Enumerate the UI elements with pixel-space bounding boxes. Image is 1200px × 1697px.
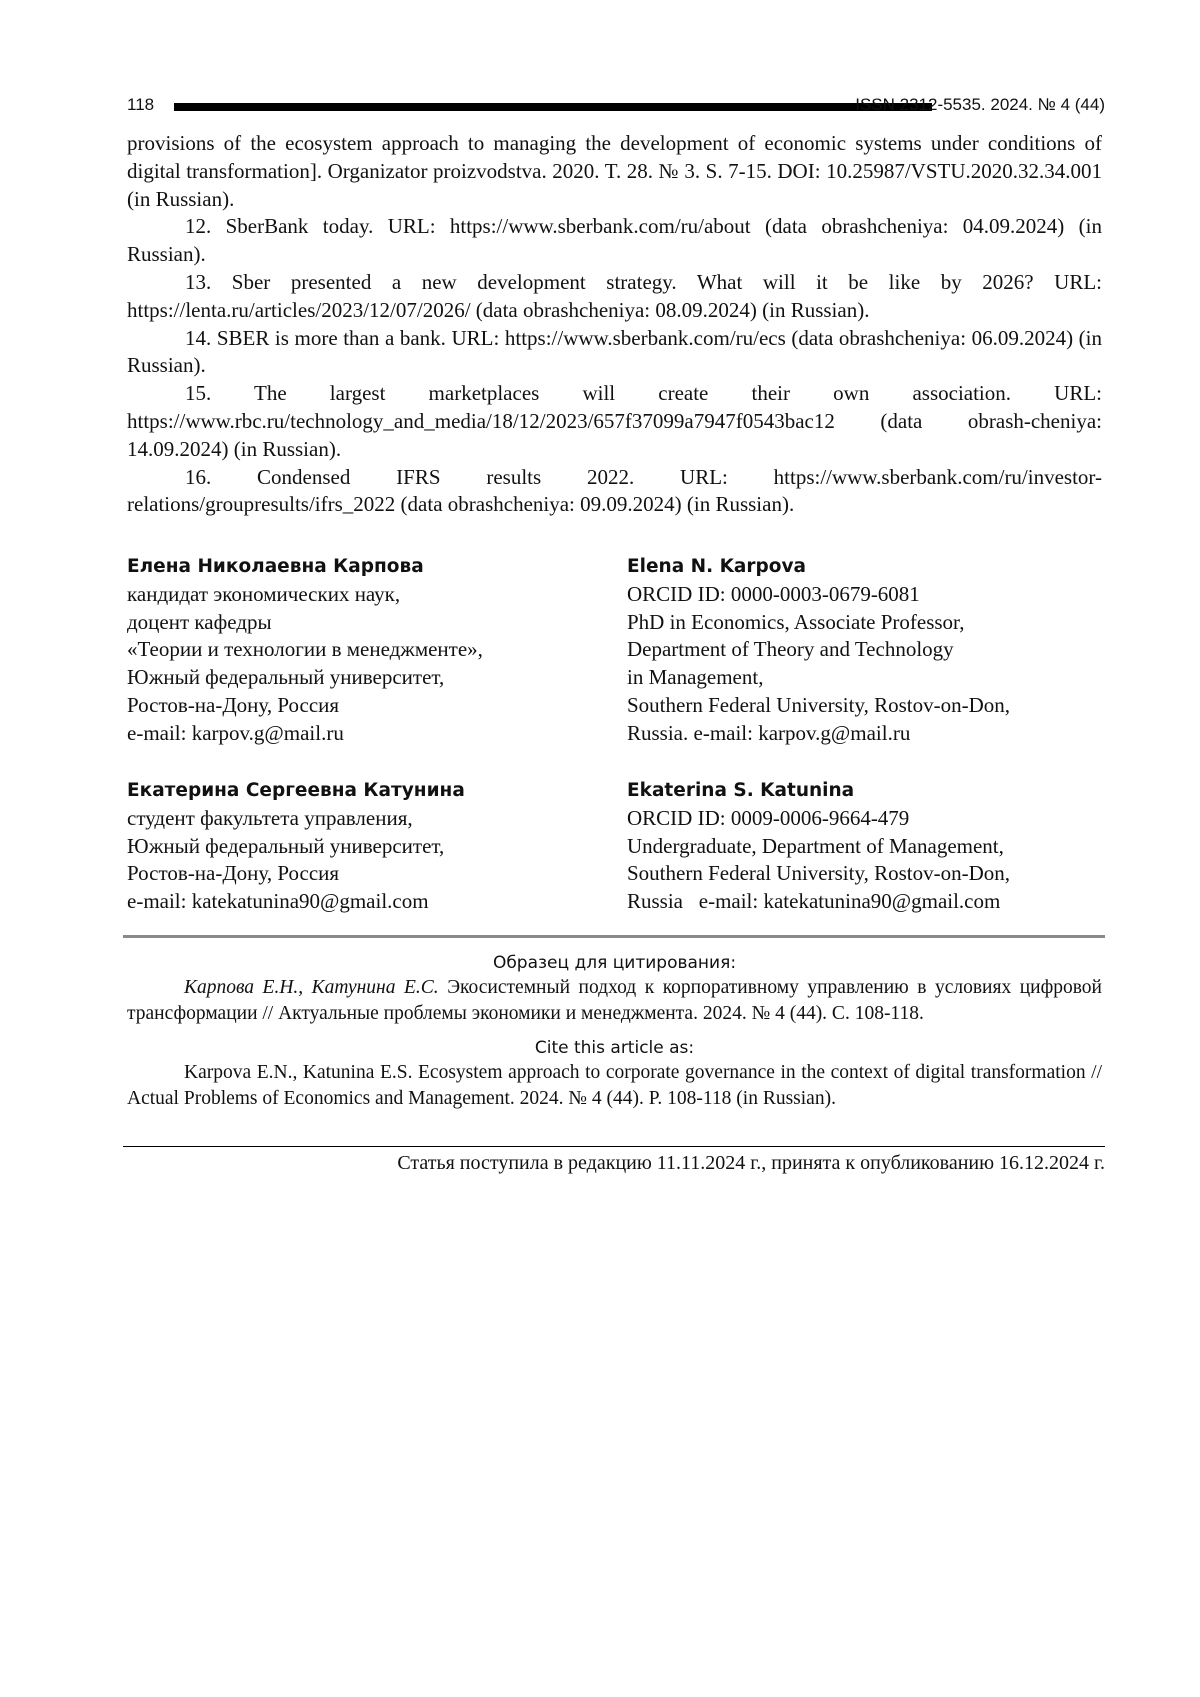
page-number: 118 (127, 95, 155, 114)
citation-block (127, 951, 1102, 1121)
author-card-en-katunina (627, 777, 1097, 916)
footer-divider (123, 1146, 1105, 1147)
author-detail: in Management, (627, 665, 764, 690)
citation-divider (123, 935, 1105, 938)
author-email: Russia e-mail: katekatunina90@gmail.com (627, 889, 1001, 914)
author-email: e-mail: karpov.g@mail.ru (127, 720, 344, 745)
author-detail: студент факультета управления, (127, 805, 413, 830)
journal-issn: ISSN 2312-5535. 2024. № 4 (44) (855, 95, 1105, 114)
running-header (127, 93, 1105, 119)
author-detail: Undergraduate, Department of Management, (627, 833, 1004, 858)
reference-item: 16. Condensed IFRS results 2022. URL: https://www.sberbank.com/ru/investor-relations/groupresults/ifrs_2022 (data obrashcheniya: 09.09.2024) (in Russian). (127, 464, 1102, 517)
author-detail: Ростов-на-Дону, Россия (127, 692, 340, 717)
author-detail: кандидат экономических наук, (127, 581, 401, 606)
author-name: Elena N. Karpova (627, 556, 807, 577)
author-orcid: ORCID ID: 0000-0003-0679-6081 (627, 581, 920, 606)
author-email: e-mail: katekatunina90@gmail.com (127, 889, 429, 914)
reference-item: 12. SberBank today. URL: https://www.sberbank.com/ru/about (data obrashcheniya: 04.09.2024) (in Russian). (127, 214, 1102, 267)
author-name: Ekaterina S. Katunina (627, 780, 855, 801)
citation-caption-en: Cite this article as: (534, 1038, 695, 1058)
reference-item: 13. Sber presented a new development strategy. What will it be like by 2026? URL: https://lenta.ru/articles/2023/12/07/2026/ (data obrashcheniya: 08.09.2024) (in Russian). (127, 269, 1102, 322)
author-name: Екатерина Сергеевна Катунина (127, 780, 465, 801)
reference-list (127, 130, 1102, 519)
author-detail: Department of Theory and Technology (627, 637, 954, 662)
reference-item: 15. The largest marketplaces will create their own association. URL: https://www.rbc.ru/technology_and_media/18/12/2023/657f37099a7947f0543bac12 (data obrash-cheniya: 14.09.2024) (in Russian). (127, 381, 1102, 461)
header-rule (174, 103, 932, 111)
author-detail: Южный федеральный университет, (127, 665, 445, 690)
author-detail: Южный федеральный университет, (127, 833, 445, 858)
author-card-ru-karpova (127, 553, 597, 748)
citation-text-ru (127, 975, 1102, 1027)
reference-continuation: provisions of the ecosystem approach to managing the development of economic systems under conditions of digital transformation]. Organizator proizvodstva. 2020. T. 28. № 3. S. 7-15. DOI: 10.25987/VSTU.2020.32.34.001 (in Russian). (127, 131, 1102, 211)
author-detail: Southern Federal University, Rostov-on-Don, (627, 692, 1011, 717)
author-card-ru-katunina (127, 777, 597, 916)
author-email: Russia. e-mail: karpov.g@mail.ru (627, 720, 911, 745)
author-detail: Ростов-на-Дону, Россия (127, 861, 340, 886)
author-card-en-karpova (627, 553, 1097, 748)
citation-authors-ru: Карпова Е.Н., Катунина Е.С. (184, 977, 439, 998)
received-date-note: Статья поступила в редакцию 11.11.2024 г., принята к опубликованию 16.12.2024 г. (397, 1152, 1105, 1174)
author-orcid: ORCID ID: 0009-0006-9664-479 (627, 805, 910, 830)
citation-text-en: Karpova E.N., Katunina E.S. Ecosystem approach to corporate governance in the context of digital transformation // Actual Problems of Economics and Management. 2024. № 4 (44). P. 108-118 (in Russian). (127, 1062, 1102, 1109)
author-name: Елена Николаевна Карпова (127, 556, 424, 577)
citation-body-ru: Экосистемный подход к корпоративному управлению в условиях цифровой трансформации // Актуальные проблемы экономики и менеджмента. 2024. № 4 (44). С. 108-118. (127, 977, 1102, 1024)
citation-caption-ru: Образец для цитирования: (492, 953, 737, 973)
reference-item: 14. SBER is more than a bank. URL: https://www.sberbank.com/ru/ecs (data obrashcheniya: 06.09.2024) (in Russian). (127, 325, 1102, 378)
author-detail: Southern Federal University, Rostov-on-Don, (627, 861, 1011, 886)
author-detail: доцент кафедры (127, 609, 272, 634)
author-detail: «Теории и технологии в менеджменте», (127, 637, 483, 662)
author-detail: PhD in Economics, Associate Professor, (627, 609, 965, 634)
